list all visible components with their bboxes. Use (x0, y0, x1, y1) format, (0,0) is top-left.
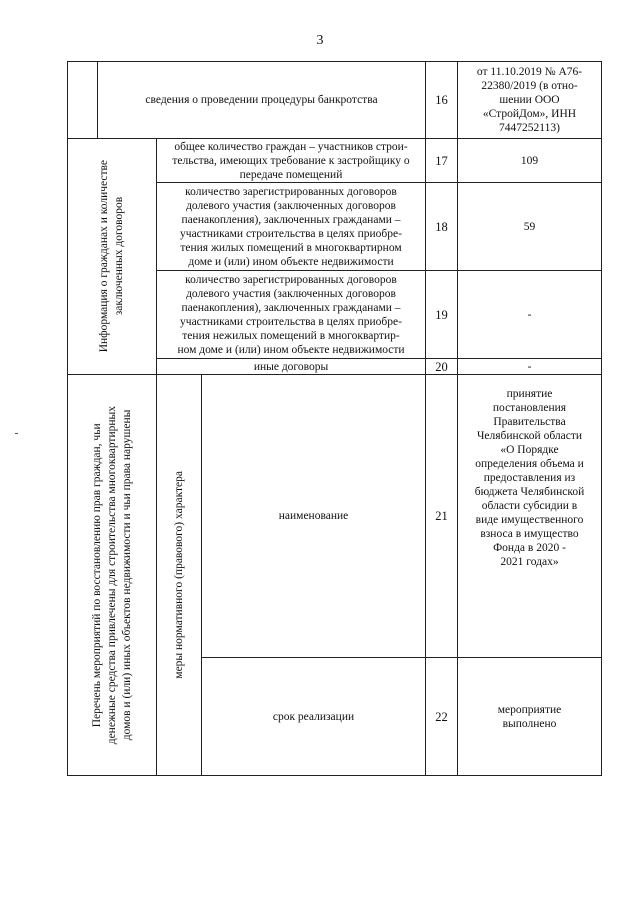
measures-subheader: меры нормативного (правового) характера (157, 375, 202, 776)
other-value: - (458, 359, 602, 375)
nonresidential-label: количество зарегистрированных договоров долевого участия (заключенных договоров паенакопления), заключенных гражданами – участниками строительства в целях приобре- тения нежилых помещений в многоквартир- ном доме и (или) ином объекте недвижимости (157, 271, 426, 359)
residential-value: 59 (458, 183, 602, 271)
margin-mark (15, 433, 18, 434)
citizens-group-header: Информация о гражданах и количестве заключенных договоров (68, 139, 157, 375)
row-number-16: 16 (426, 62, 458, 139)
data-table (67, 61, 602, 776)
measure-term-label: срок реализации (202, 658, 426, 776)
measure-name-label: наименование (202, 375, 426, 658)
measure-name-value: принятие постановления Правительства Челябинской области «О Порядке определения объема и предоставления из бюджета Челябинской области субсидии в виде имущественного взноса в имущество Фонда в 2020 - 2021 годах» (458, 375, 602, 658)
row-number-21: 21 (426, 375, 458, 658)
row-number-18: 18 (426, 183, 458, 271)
other-label: иные договоры (157, 359, 426, 375)
page-number: 3 (316, 33, 324, 48)
row-number-20: 20 (426, 359, 458, 375)
row-number-17: 17 (426, 139, 458, 183)
total-citizens-value: 109 (458, 139, 602, 183)
table-row-total-citizens (68, 139, 602, 183)
bankruptcy-label: сведения о проведении процедуры банкротства (98, 62, 426, 139)
table-row-bankruptcy (68, 62, 602, 139)
table-row-measure-name (68, 375, 602, 658)
row-number-19: 19 (426, 271, 458, 359)
measures-group-header: Перечень мероприятий по восстановлению прав граждан, чьи денежные средства привлечены для строительства многоквартирных домов и (или) иных объектов недвижимости и чьи права нарушены (68, 375, 157, 776)
empty-cell (68, 62, 98, 139)
residential-label: количество зарегистрированных договоров долевого участия (заключенных договоров паенакопления), заключенных гражданами – участниками строительства в целях приобре- тения жилых помещений в многоквартирном доме и (или) ином объекте недвижимости (157, 183, 426, 271)
nonresidential-value: - (458, 271, 602, 359)
total-citizens-label: общее количество граждан – участников строи- тельства, имеющих требование к застройщику о передаче помещений (157, 139, 426, 183)
measure-term-value: мероприятие выполнено (458, 658, 602, 776)
bankruptcy-value: от 11.10.2019 № А76- 22380/2019 (в отно- шении ООО «СтройДом», ИНН 7447252113) (458, 62, 602, 139)
row-number-22: 22 (426, 658, 458, 776)
